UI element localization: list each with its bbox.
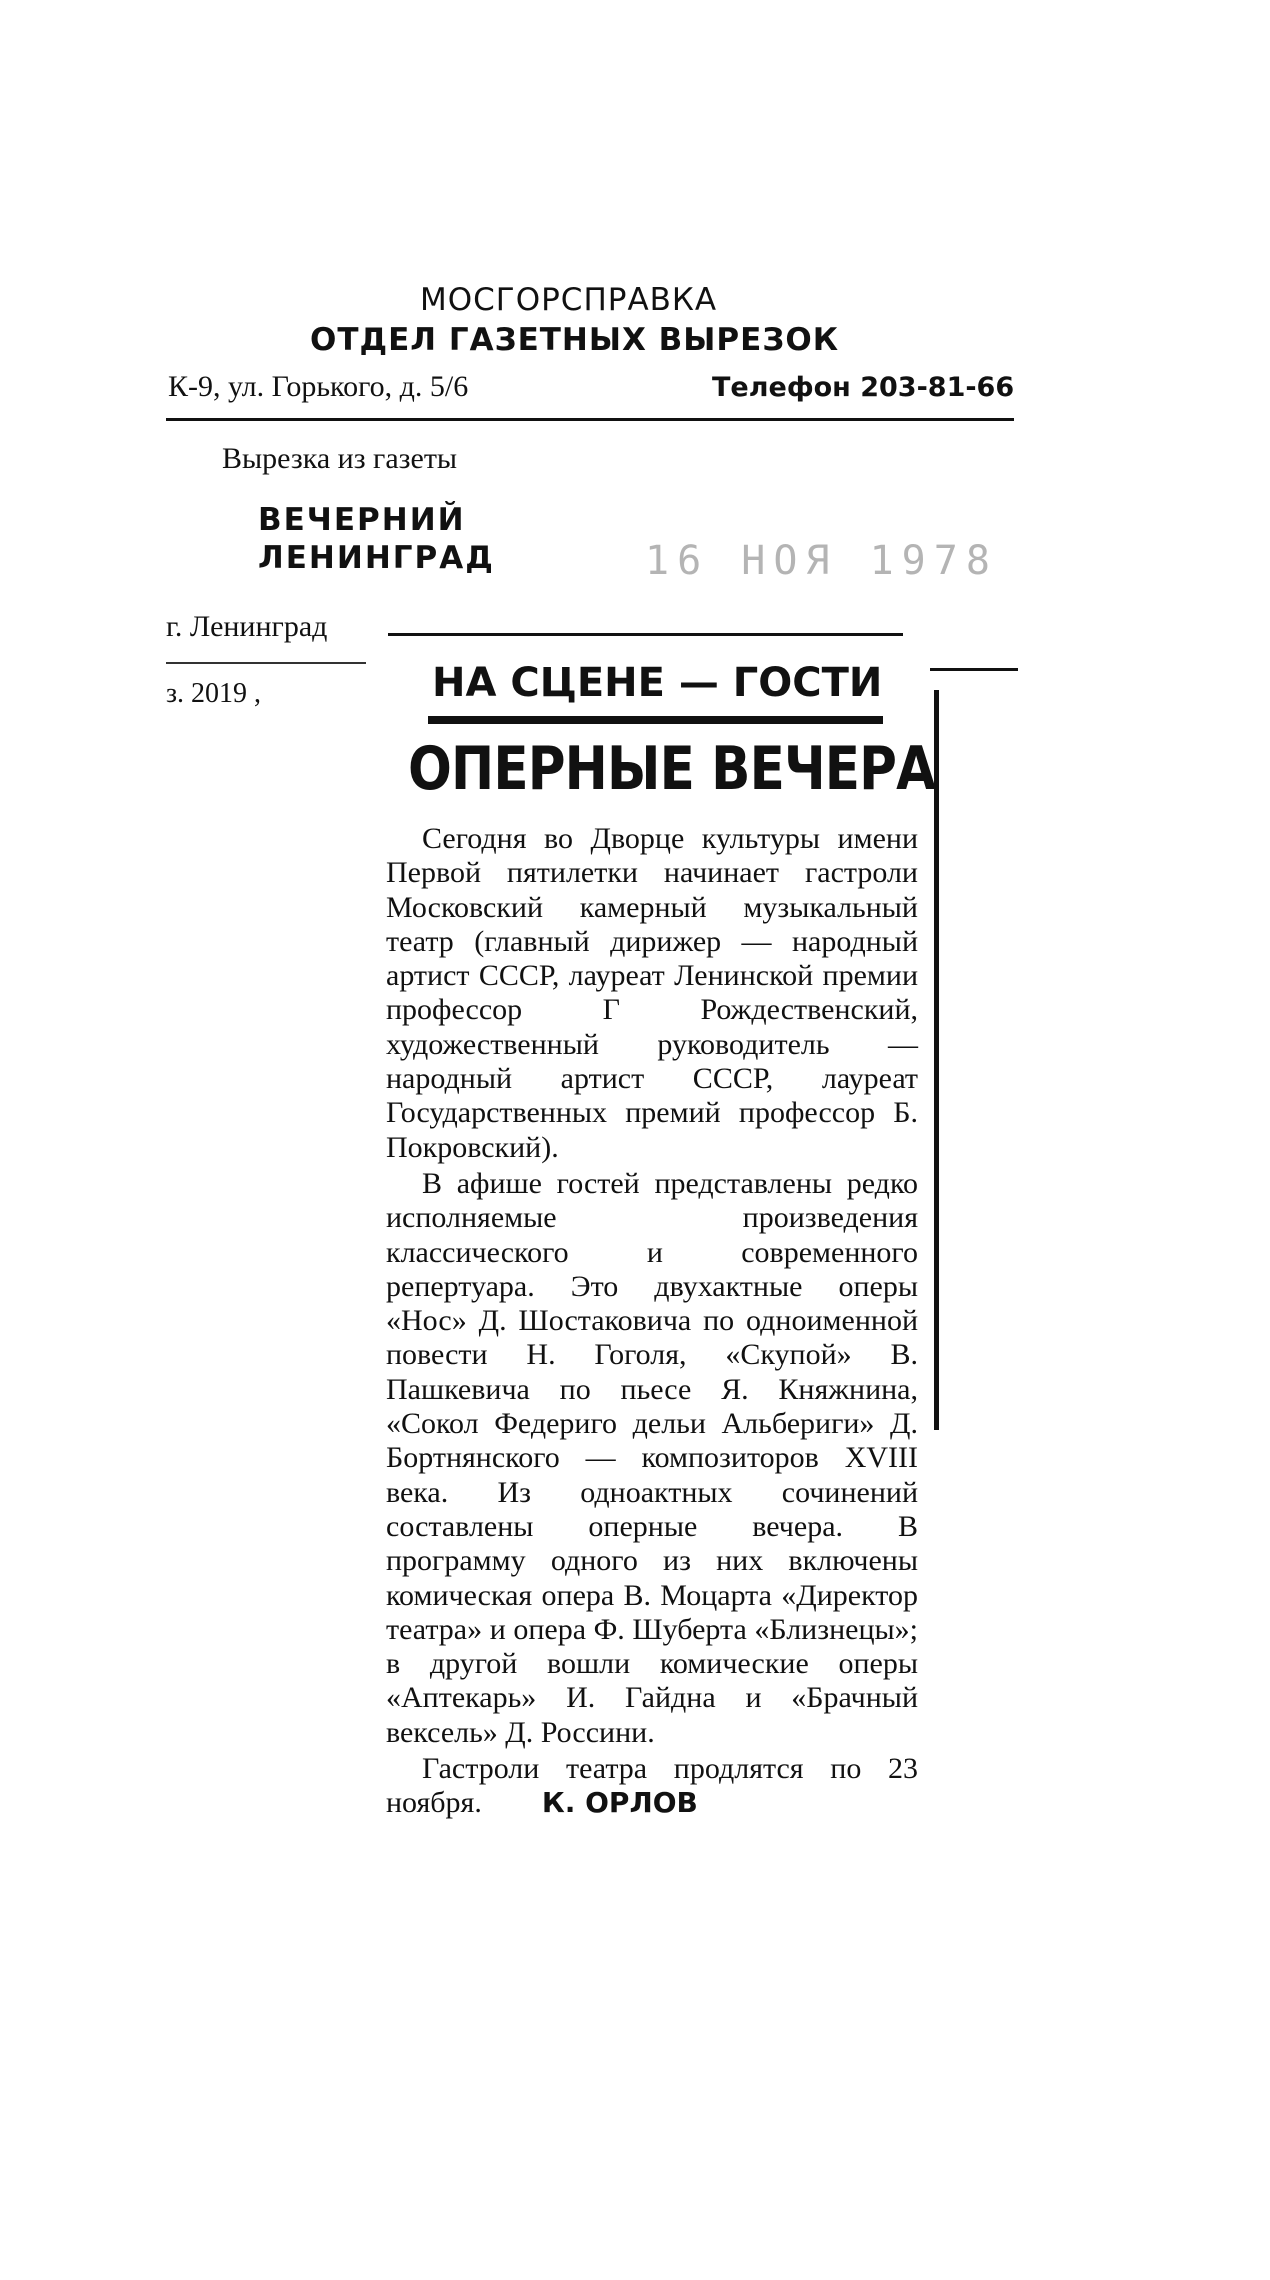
- article-kicker: НА СЦЕНЕ — ГОСТИ: [432, 660, 883, 706]
- article-paragraph-3: [386, 1752, 918, 1821]
- article-paragraph-1: Сегодня во Дворце культуры имени Первой пятилетки начинает гастроли Московский камерный музыкальный театр (главный дирижер — народный артист СССР, лауреат Ленинской премии профессор Г Рождественский, художественный руководитель — народный артист СССР, лауреат Государственных премий профессор Б. Покровский).: [386, 822, 918, 1164]
- date-stamp: 16 НОЯ 1978: [645, 538, 998, 584]
- article-paragraph-2: В афише гостей представлены редко исполняемые произведения классического и современного репертуара. Это двухактные оперы «Нос» Д. Шостаковича по одноименной повести Н. Гоголя, «Скупой» В. Пашкевича по пьесе Я. Княжнина, «Сокол Федериго дельи Альбериги» Д. Бортнянского — композиторов XVIII века. Из одноактных сочинений составлены оперные вечера. В программу одного из них включены комическая опера В. Моцарта «Директор театра» и опера Ф. Шуберта «Близнецы»; в другой вошли комические оперы «Аптекарь» И. Гайдна и «Брачный вексель» Д. Россини.: [386, 1166, 918, 1749]
- article-headline: ОПЕРНЫЕ ВЕЧЕРА: [408, 734, 936, 804]
- city-underline: [388, 633, 903, 636]
- header-divider: [166, 418, 1014, 421]
- article-author: К. ОРЛОВ: [541, 1786, 698, 1820]
- article-body: [386, 822, 918, 1821]
- newspaper-name-line1: ВЕЧЕРНИЙ: [258, 502, 466, 538]
- kicker-underline: [428, 716, 883, 724]
- department-name: ОТДЕЛ ГАЗЕТНЫХ ВЫРЕЗОК: [310, 322, 840, 358]
- agency-name: МОСГОРСПРАВКА: [420, 282, 718, 318]
- date-overline: [166, 662, 366, 664]
- newspaper-name-line2: ЛЕНИНГРАД: [258, 540, 495, 576]
- article-closing-text: Гастроли театра продлятся по 23 ноября.: [386, 1752, 918, 1820]
- city-label: г. Ленинград: [166, 610, 328, 643]
- column-rule-top: [930, 668, 1018, 671]
- agency-phone: Телефон 203-81-66: [712, 372, 1015, 403]
- issue-date: з. 2019 ,: [166, 678, 262, 709]
- agency-address: К-9, ул. Горького, д. 5/6: [168, 370, 469, 403]
- clipping-from-label: Вырезка из газеты: [222, 442, 458, 475]
